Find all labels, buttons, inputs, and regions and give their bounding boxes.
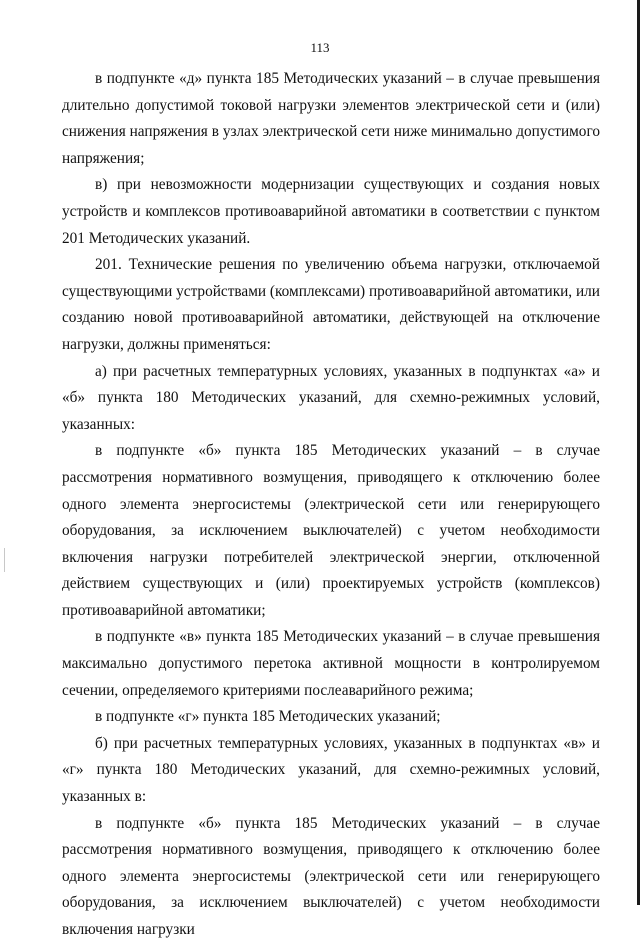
paragraph: 201. Технические решения по увеличению объема нагрузки, отключаемой существующими устройствами (комплексами) противоаварийной автоматики, или созданию новой противоаварийной автоматики, действующей на отключение нагрузки, должны применяться: — [62, 256, 600, 353]
paragraph: в подпункте «д» пункта 185 Методических указаний – в случае превышения длительно допустимой токовой нагрузки элементов электрической сети и (или) снижения напряжения в узлах электрической сети ниже минимально допустимого напряжения; — [62, 70, 600, 167]
page-number: 113 — [310, 40, 330, 55]
paragraph: в подпункте «в» пункта 185 Методических указаний – в случае превышения максимально допустимого перетока активной мощности в контролируемом сечении, определяемого критериями послеаварийного режима; — [62, 628, 600, 699]
document-body — [62, 66, 600, 944]
scan-margin-mark — [4, 548, 5, 572]
paragraph: б) при расчетных температурных условиях, указанных в подпунктах «в» и «г» пункта 180 Методических указаний, для схемно-режимных условий, указанных в: — [62, 734, 600, 806]
paragraph: в подпункте «б» пункта 185 Методических указаний – в случае рассмотрения нормативного возмущения, приводящего к отключению более одного элемента энергосистемы (электрической сети или генерирующего оборудования, за исключением выключателей) с учетом необходимости включения нагрузки — [62, 814, 600, 938]
paragraph: в подпункте «г» пункта 185 Методических указаний; — [95, 708, 441, 726]
paragraph: а) при расчетных температурных условиях, указанных в подпунктах «а» и «б» пункта 180 Методических указаний, для схемно-режимных условий, указанных: — [62, 362, 600, 433]
paragraph: в подпункте «б» пункта 185 Методических указаний – в случае рассмотрения нормативного возмущения, приводящего к отключению более одного элемента энергосистемы (электрической сети или генерирующего оборудования, за исключением выключателей) с учетом необходимости включения нагрузки потребителей электрической энергии, отключенной действием существующих и (или) проектируемых устройств (комплексов) противоаварийной автоматики; — [62, 442, 600, 619]
paragraph: в) при невозможности модернизации существующих и создания новых устройств и комплексов противоаварийной автоматики в соответствии с пунктом 201 Методических указаний. — [62, 176, 600, 247]
